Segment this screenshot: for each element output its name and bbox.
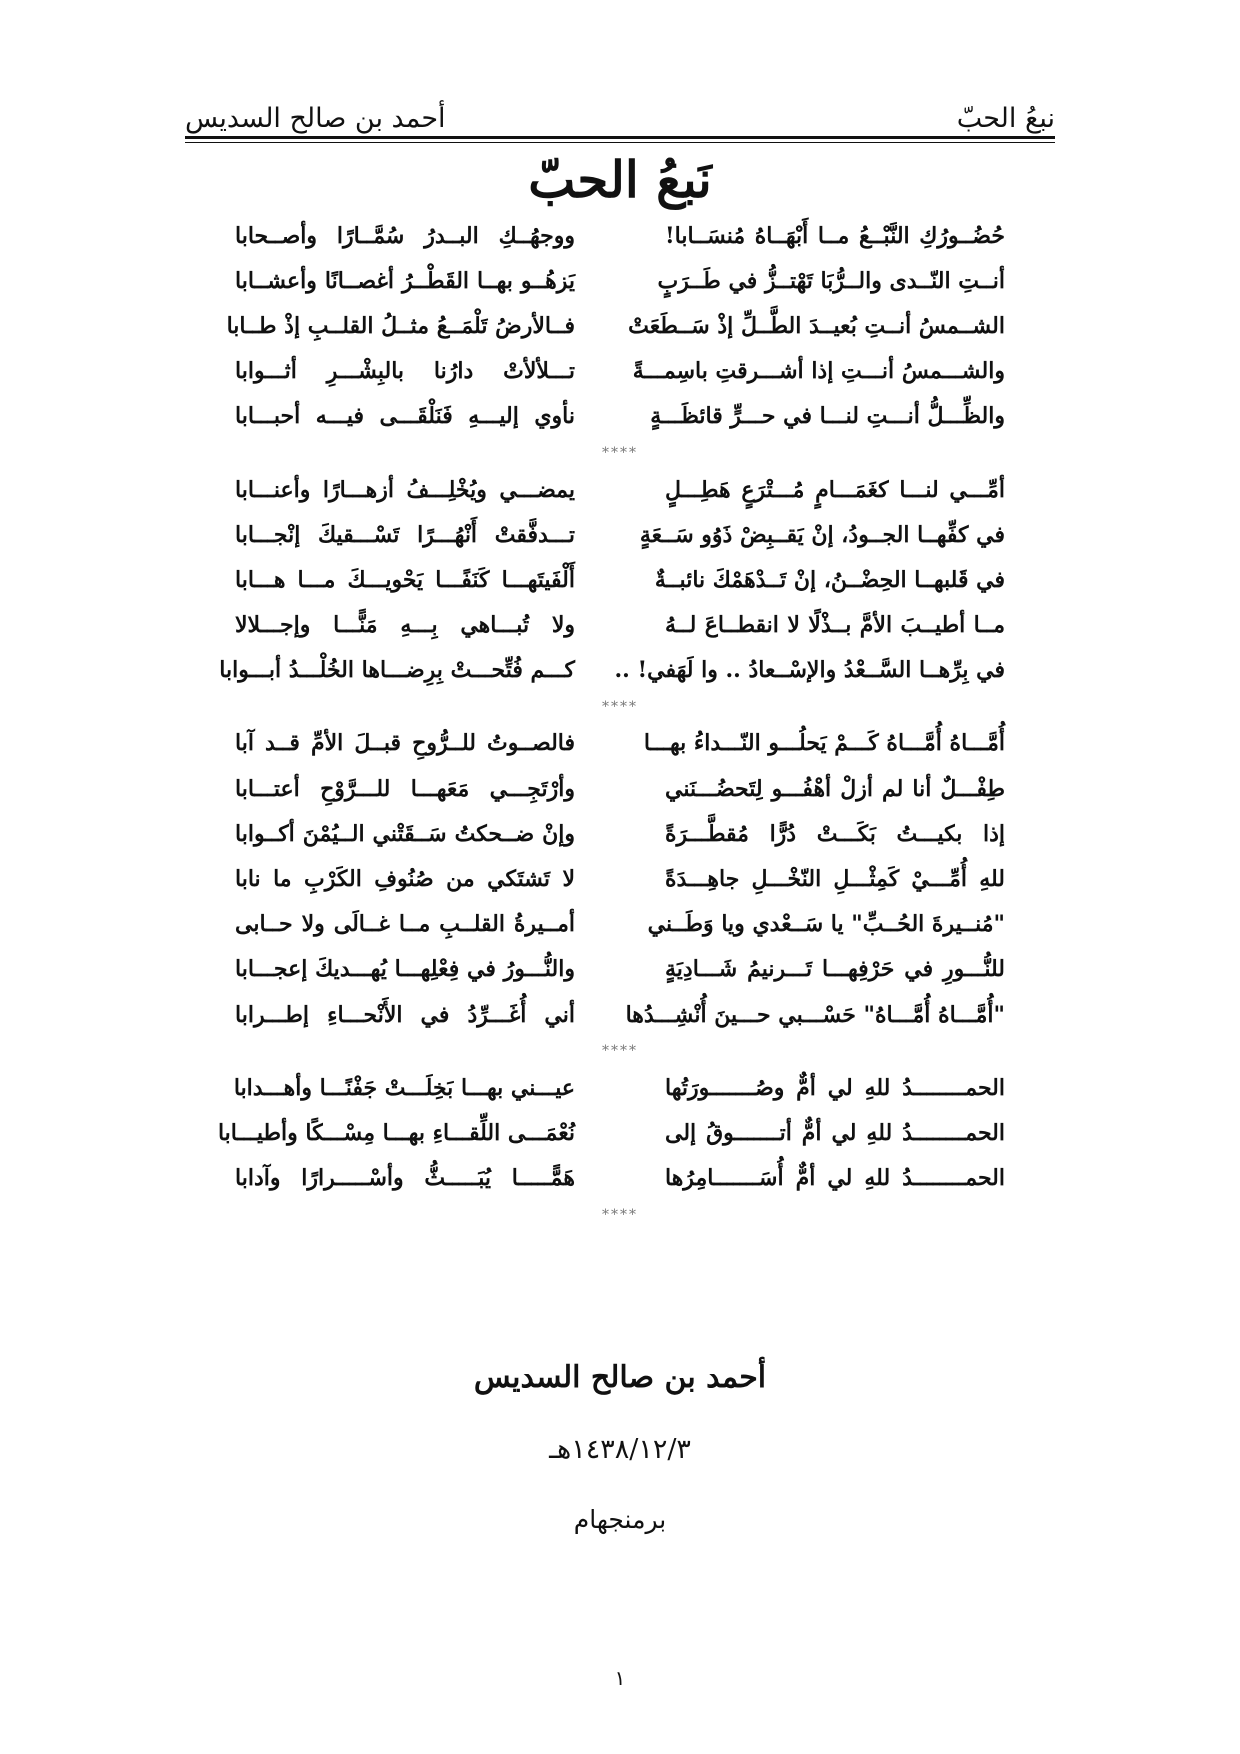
verse-second-hemistich: وإنْ ضــحكتُ سَــقَتْني الــيُمْنَ أكــوابا [235, 820, 575, 847]
verse-second-hemistich: يمضـــي ويُخْلِـــفُ أزهـــارًا وأعنـــابا [235, 476, 575, 503]
verse-first-hemistich: الحمــــــــدُ للهِ لي أمٌّ أتـــــــوقُ إلى [665, 1119, 1005, 1146]
verse-first-hemistich: في بِرِّهــا السَّــعْدُ والإسْــعادُ .. وا لَهَفي! .. [614, 657, 1005, 684]
verse-line [235, 766, 1005, 811]
header-left-title: أحمد بن صالح السديس [185, 103, 446, 134]
verse-first-hemistich: الشــمسُ أنــتِ بُعيــدَ الطَّــلِّ إذْ سَــطَعَتْ [628, 312, 1005, 339]
verse-first-hemistich: "أُمَّـــاهُ أُمَّـــاهُ" حَسْـــبي حـــينَ أُنْشِـــدُها [625, 1001, 1005, 1028]
verse-line [235, 1156, 1005, 1201]
verse-first-hemistich: "مُنــيرةَ الحُــبِّ" يا سَــعْدي ويا وَطَــني [647, 911, 1005, 938]
verse-line [235, 467, 1005, 512]
page-number: ١ [614, 1666, 626, 1690]
verse-second-hemistich: والنُّـــورُ في فِعْلِهـــا يُهـــديكَ إعجـــابا [235, 956, 575, 983]
verse-line [226, 303, 1005, 348]
verse-line [219, 648, 1005, 693]
verse-first-hemistich: للهِ أُمِّـــيْ كَمِثْـــلِ النّخْـــلِ جاهِـــدَةً [665, 866, 1005, 893]
verse-second-hemistich: وأرْتَجِـــي مَعَهـــا للـــرَّوْحِ أعتـــابا [235, 775, 575, 802]
verse-second-hemistich: كـــم فُتِّحـــتْ بِرِضـــاها الخُلْـــدُ أبـــوابا [219, 657, 575, 684]
verse-second-hemistich: يَزهُــو بهــا القَطْــرُ أغصــانًا وأعشــابا [235, 267, 575, 294]
verse-line [235, 811, 1005, 856]
verse-first-hemistich: للنُّـــورِ في حَرْفِهـــا تَـــرنيمُ شَـــادِيَةٍ [665, 956, 1005, 983]
verse-first-hemistich: والشـــمسُ أنـــتِ إذا أشـــرقتِ باسِمـــةً [632, 358, 1005, 385]
running-header [185, 78, 1055, 134]
verse-first-hemistich: في قَلبهــا الحِضْــنُ، إنْ تَــدْهَمْكَ نائبــةٌ [654, 566, 1005, 593]
header-right-title: نبعُ الحبّ [956, 103, 1055, 134]
verse-first-hemistich: أُمَّـــاهُ أُمَّـــاهُ كَـــمْ يَحلُـــو النّـــداءُ بهـــا [643, 730, 1005, 757]
signature-place: برمنجهام [573, 1505, 667, 1534]
verse-line [235, 512, 1005, 557]
verse-second-hemistich: عيـــني بهـــا بَخِلَـــتْ جَفْنًـــا وأهـــدابا [233, 1074, 575, 1101]
stanza [219, 467, 1005, 693]
verse-line [235, 992, 1005, 1037]
verse-first-hemistich: حُضُــورُكِ النَّبْــعُ مــا أَبْهَــاهُ مُنسَــابا! [665, 222, 1005, 249]
verse-line [235, 856, 1005, 901]
verse-first-hemistich: والظِّـــلُّ أنـــتِ لنـــا في حـــرٍّ قائظَـــةٍ [650, 403, 1005, 430]
verse-line [235, 213, 1005, 258]
verse-line [235, 1065, 1005, 1110]
stanza [235, 721, 1005, 1037]
verse-first-hemistich: إذا بكيـــتُ بَكَـــتْ دُرًّا مُقطَّـــرَةً [665, 820, 1005, 847]
header-rule-thin [185, 142, 1055, 143]
verse-line [217, 1110, 1005, 1155]
stanza-separator: **** [602, 444, 638, 461]
poem-body [217, 213, 1005, 1229]
verse-line [235, 721, 1005, 766]
verse-second-hemistich: تـــدفَّقتْ أَنْهُـــرًا تَسْـــقيكَ إنْجـــابا [235, 521, 575, 548]
poem-title: نَبعُ الحبّ [528, 150, 712, 209]
verse-second-hemistich: أَلْفَيتَهـــا كَنَفًـــا يَحْويـــكَ مـــا هـــابا [235, 566, 575, 593]
verse-second-hemistich: نُعْمَـــى اللِّقـــاءِ بهـــا مِسْـــكًا وأطيـــابا [217, 1119, 575, 1146]
verse-second-hemistich: فالصــوتُ للــرُّوحِ قبــلَ الأمِّ قــد آبا [235, 730, 575, 757]
verse-second-hemistich: نأوي إليـــهِ فَنَلْقَـــى فيـــه أحبـــابا [235, 403, 575, 430]
verse-line [235, 947, 1005, 992]
verse-first-hemistich: طِفْـــلٌ أنا لم أزلْ أهْفُـــو لِتَحضُـــنَني [665, 775, 1005, 802]
verse-line [235, 557, 1005, 602]
header-rule-thick [185, 136, 1055, 139]
verse-second-hemistich: فــالأرضُ تَلْمَــعُ مثــلُ القلــبِ إذْ طــابا [226, 312, 575, 339]
verse-first-hemistich: الحمــــــــدُ للهِ لي أمٌّ وصُـــــــورَتُها [665, 1074, 1005, 1101]
verse-first-hemistich: أنــتِ النّــدى والــرُّبَا تَهْتــزُّ في طَــرَبٍ [657, 267, 1005, 294]
verse-second-hemistich: أني أُغَـــرِّدُ في الأَنْحـــاءِ إطـــرابا [235, 1001, 575, 1028]
verse-first-hemistich: الحمــــــــدُ للهِ لي أمٌّ أُسَـــــــامِرُها [665, 1165, 1005, 1192]
stanza-separator: **** [602, 1206, 638, 1223]
verse-second-hemistich: ووجهُــكِ البــدرُ سُمَّــارًا وأصــحابا [235, 222, 575, 249]
verse-second-hemistich: ولا تُبـــاهي بِـــهِ مَنًّـــا وإجـــلالا [235, 612, 575, 639]
signature-date: ١٤٣٨/١٢/٣هـ [549, 1434, 691, 1465]
verse-second-hemistich: هَمًّـــــا يُبَـــــثُّ وأسْـــــرارًا وآدابا [235, 1165, 575, 1192]
verse-second-hemistich: لا تَشتَكي من صُنُوفِ الكَرْبِ ما نابا [235, 866, 575, 893]
verse-second-hemistich: أمــيرةُ القلــبِ مــا غــالَى ولا حــابى [235, 911, 575, 938]
verse-second-hemistich: تـــلألأتْ دارُنا بالبِشْـــرِ أثـــوابا [235, 358, 575, 385]
stanza-separator: **** [602, 698, 638, 715]
verse-line [235, 603, 1005, 648]
verse-first-hemistich: أمِّـــي لنـــا كغَمَـــامٍ مُـــتْرَعٍ هَطِـــلٍ [665, 476, 1005, 503]
verse-line [235, 349, 1005, 394]
author-signature: أحمد بن صالح السديس [473, 1360, 767, 1395]
verse-first-hemistich: مــا أطيــبَ الأمَّ بــذْلًا لا انقطــاعَ لــهُ [665, 612, 1005, 639]
stanza-separator: **** [602, 1043, 638, 1060]
stanza [226, 213, 1005, 439]
verse-line [235, 258, 1005, 303]
verse-line [235, 394, 1005, 439]
verse-line [235, 902, 1005, 947]
stanza [217, 1065, 1005, 1201]
verse-first-hemistich: في كفِّهــا الجــودُ، إنْ يَقــبِضْ ذَوُو سَــعَةٍ [639, 521, 1005, 548]
